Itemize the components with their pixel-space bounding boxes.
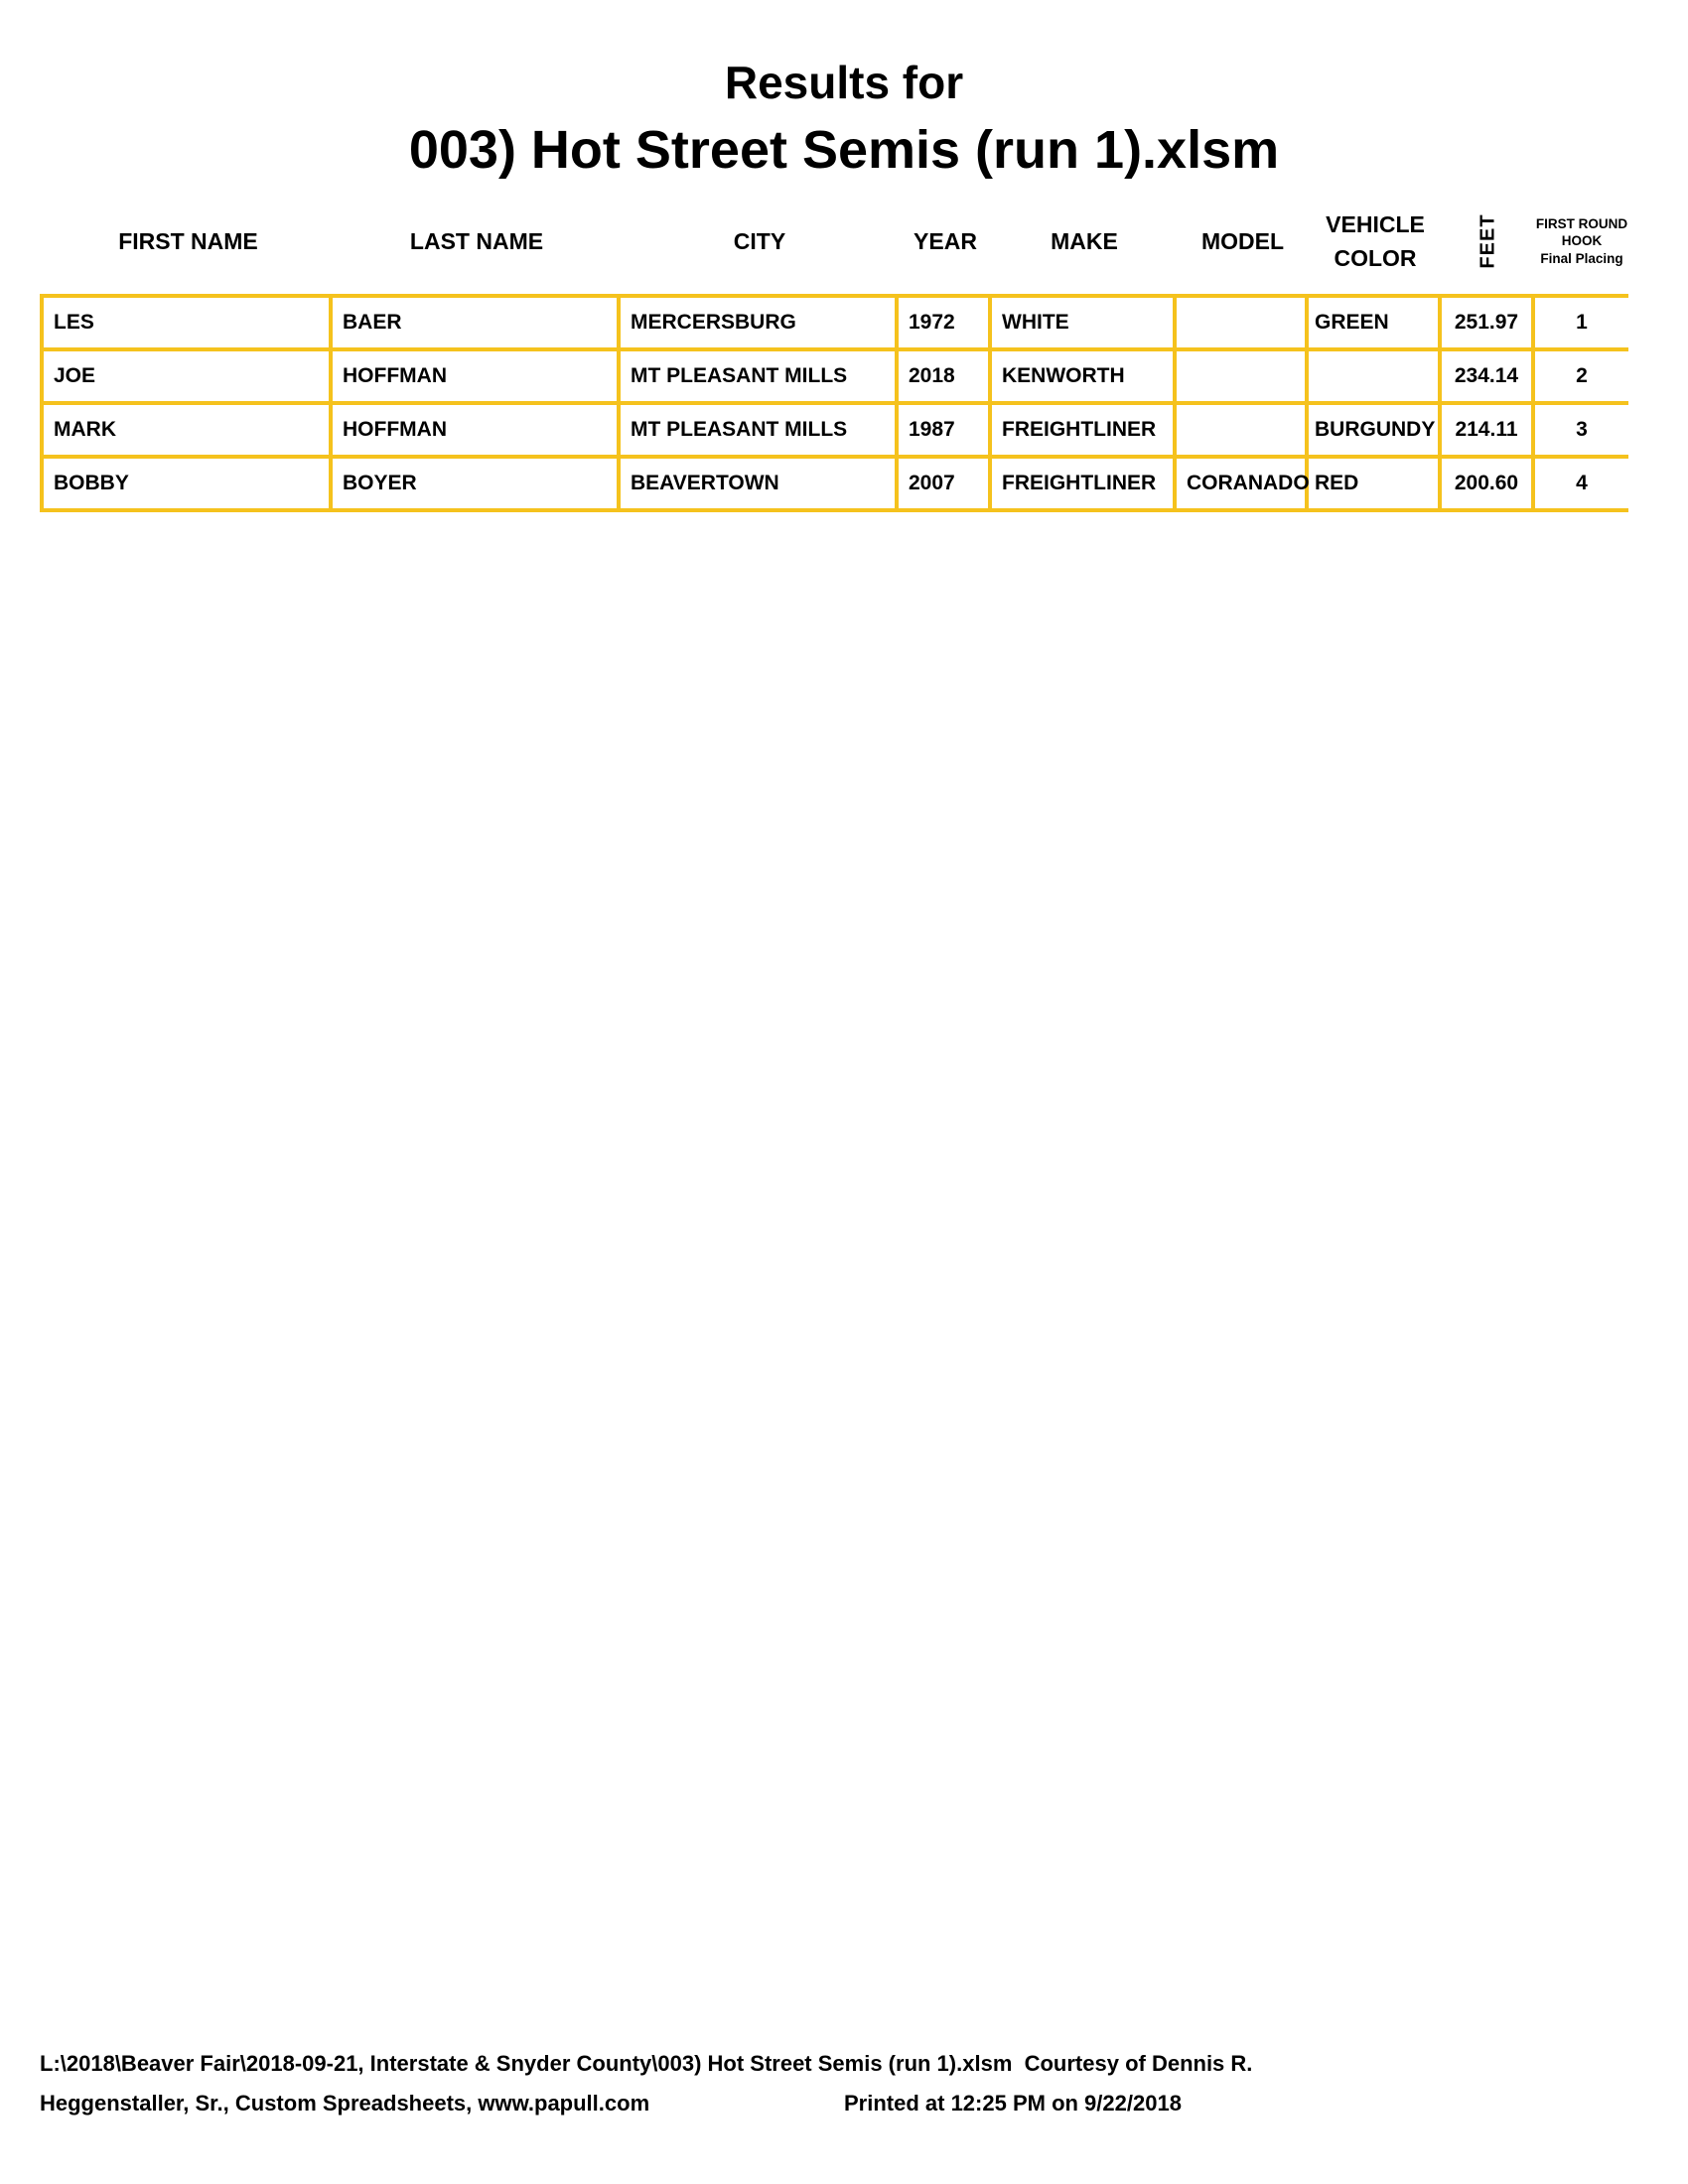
table-row bbox=[44, 405, 1628, 459]
cell-vehicle-color: RED bbox=[1309, 459, 1442, 508]
cell-city: BEAVERTOWN bbox=[621, 459, 899, 508]
cell-model bbox=[1177, 351, 1309, 401]
cell-placing: 4 bbox=[1576, 472, 1588, 494]
cell-feet: 234.14 bbox=[1442, 351, 1535, 401]
placing-header-line: Final Placing bbox=[1540, 250, 1623, 266]
cell-last-name: BAER bbox=[333, 298, 621, 347]
table-row bbox=[44, 459, 1628, 512]
cell-feet: 251.97 bbox=[1442, 298, 1535, 347]
cell-placing: 1 bbox=[1576, 311, 1588, 334]
cell-first-name: BOBBY bbox=[44, 459, 333, 508]
column-header-model: MODEL bbox=[1200, 227, 1285, 254]
cell-year: 2018 bbox=[899, 351, 992, 401]
cell-make: FREIGHTLINER bbox=[992, 405, 1177, 455]
column-header-city: CITY bbox=[733, 227, 786, 254]
placing-header-line: HOOK bbox=[1561, 233, 1603, 249]
cell-first-name: JOE bbox=[44, 351, 333, 401]
feet-header-rotated-text: FEET bbox=[1477, 213, 1499, 269]
column-header-feet bbox=[1442, 199, 1535, 284]
footer-printed-at: Printed at 12:25 PM on 9/22/2018 bbox=[844, 2091, 1182, 2116]
vehicle-color-header-line: COLOR bbox=[1334, 245, 1417, 271]
table-row bbox=[44, 351, 1628, 405]
cell-city: MT PLEASANT MILLS bbox=[621, 351, 899, 401]
column-header-make: MAKE bbox=[1051, 227, 1118, 254]
footer-path-text: L:\2018\Beaver Fair\2018-09-21, Interstate & Snyder County\003) Hot Street Semis (run 1).xlsm Courtesy of Dennis R. bbox=[40, 2051, 1253, 2076]
cell-model bbox=[1177, 298, 1309, 347]
cell-first-name: LES bbox=[44, 298, 333, 347]
cell-last-name: BOYER bbox=[333, 459, 621, 508]
cell-year: 1972 bbox=[899, 298, 992, 347]
page-title: Results for bbox=[724, 57, 964, 108]
cell-placing: 3 bbox=[1576, 418, 1588, 441]
table-row bbox=[44, 298, 1628, 351]
table-header-row bbox=[44, 199, 1628, 284]
cell-placing: 2 bbox=[1576, 364, 1588, 387]
cell-city: MERCERSBURG bbox=[621, 298, 899, 347]
cell-make: WHITE bbox=[992, 298, 1177, 347]
cell-vehicle-color bbox=[1309, 351, 1442, 401]
cell-make: KENWORTH bbox=[992, 351, 1177, 401]
results-table bbox=[40, 294, 1628, 512]
footer-credit-text: Heggenstaller, Sr., Custom Spreadsheets, www.papull.com bbox=[40, 2091, 650, 2116]
cell-model bbox=[1177, 405, 1309, 455]
cell-city: MT PLEASANT MILLS bbox=[621, 405, 899, 455]
cell-model: CORANADO bbox=[1177, 459, 1309, 508]
vehicle-color-header-line: VEHICLE bbox=[1326, 210, 1425, 237]
file-title: 003) Hot Street Semis (run 1).xlsm bbox=[408, 120, 1280, 180]
column-header-last-name: LAST NAME bbox=[409, 227, 544, 254]
cell-last-name: HOFFMAN bbox=[333, 405, 621, 455]
placing-header-line: FIRST ROUND bbox=[1535, 215, 1628, 231]
cell-last-name: HOFFMAN bbox=[333, 351, 621, 401]
column-header-year: YEAR bbox=[914, 227, 977, 254]
column-header-first-name: FIRST NAME bbox=[118, 227, 258, 254]
cell-year: 1987 bbox=[899, 405, 992, 455]
cell-first-name: MARK bbox=[44, 405, 333, 455]
cell-feet: 214.11 bbox=[1442, 405, 1535, 455]
column-header-vehicle-color bbox=[1309, 199, 1442, 284]
cell-make: FREIGHTLINER bbox=[992, 459, 1177, 508]
cell-vehicle-color: BURGUNDY bbox=[1309, 405, 1442, 455]
cell-year: 2007 bbox=[899, 459, 992, 508]
cell-feet: 200.60 bbox=[1442, 459, 1535, 508]
cell-vehicle-color: GREEN bbox=[1309, 298, 1442, 347]
column-header-final-placing bbox=[1535, 199, 1628, 284]
